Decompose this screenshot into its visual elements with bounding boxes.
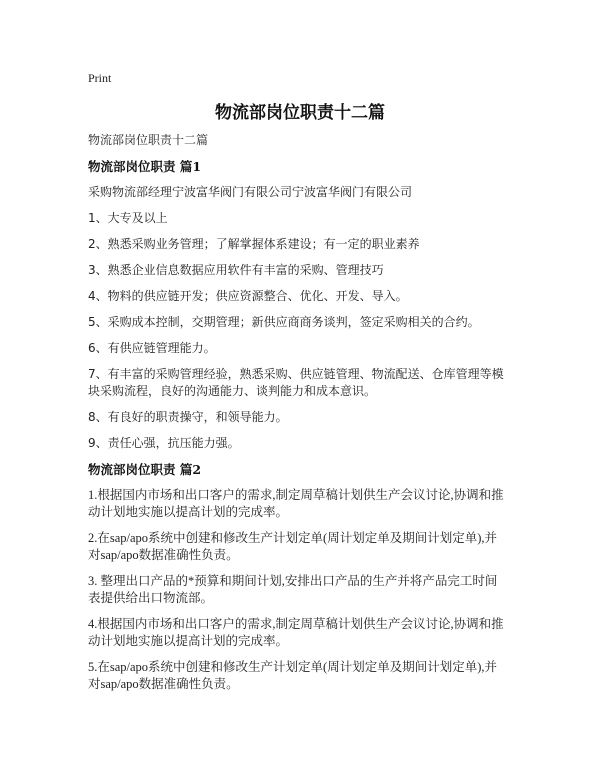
- list-item: 3、熟悉企业信息数据应用软件有丰富的采购、管理技巧: [88, 263, 384, 277]
- list-item: 1、大专及以上: [88, 211, 168, 225]
- intro-paragraph: 物流部岗位职责十二篇: [88, 133, 209, 147]
- list-item: 2.在sap/apo系统中创建和修改生产计划定单(周计划定单及期间计划定单),并对sap/apo数据准确性负责。: [88, 531, 498, 562]
- list-item: 4.根据国内市场和出口客户的需求,制定周草稿计划供生产会议讨论,协调和推动计划地实施以提高计划的完成率。: [88, 617, 504, 648]
- list-item: 3. 整理出口产品的*预算和期间计划,安排出口产品的生产并将产品完工时间表提供给出口物流部。: [88, 574, 498, 605]
- section-heading: 物流部岗位职责 篇2: [88, 462, 202, 477]
- list-item: 2、熟悉采购业务管理；了解掌握体系建设；有一定的职业素养: [88, 237, 420, 251]
- section-lead: 采购物流部经理宁波富华阀门有限公司宁波富华阀门有限公司: [88, 185, 413, 199]
- list-item: 8、有良好的职责操守，和领导能力。: [88, 410, 288, 424]
- list-item: 9、责任心强，抗压能力强。: [88, 436, 240, 450]
- list-item: 1.根据国内市场和出口客户的需求,制定周草稿计划供生产会议讨论,协调和推动计划地实施以提高计划的完成率。: [88, 488, 504, 519]
- list-item: 5、采购成本控制，交期管理；新供应商商务谈判，签定采购相关的合约。: [88, 315, 480, 329]
- list-item: 5.在sap/apo系统中创建和修改生产计划定单(周计划定单及期间计划定单),并对sap/apo数据准确性负责。: [88, 660, 498, 691]
- document-title: 物流部岗位职责十二篇: [215, 103, 385, 123]
- print-label: Print: [88, 71, 112, 85]
- section-heading: 物流部岗位职责 篇1: [88, 159, 202, 174]
- list-item: 6、有供应链管理能力。: [88, 341, 216, 355]
- list-item: 7、有丰富的采购管理经验，熟悉采购、供应链管理、物流配送、仓库管理等模块采购流程，良好的沟通能力、谈判能力和成本意识。: [88, 367, 504, 398]
- list-item: 4、物料的供应链开发；供应资源整合、优化、开发、导入。: [88, 289, 408, 303]
- document-body: [88, 132, 508, 702]
